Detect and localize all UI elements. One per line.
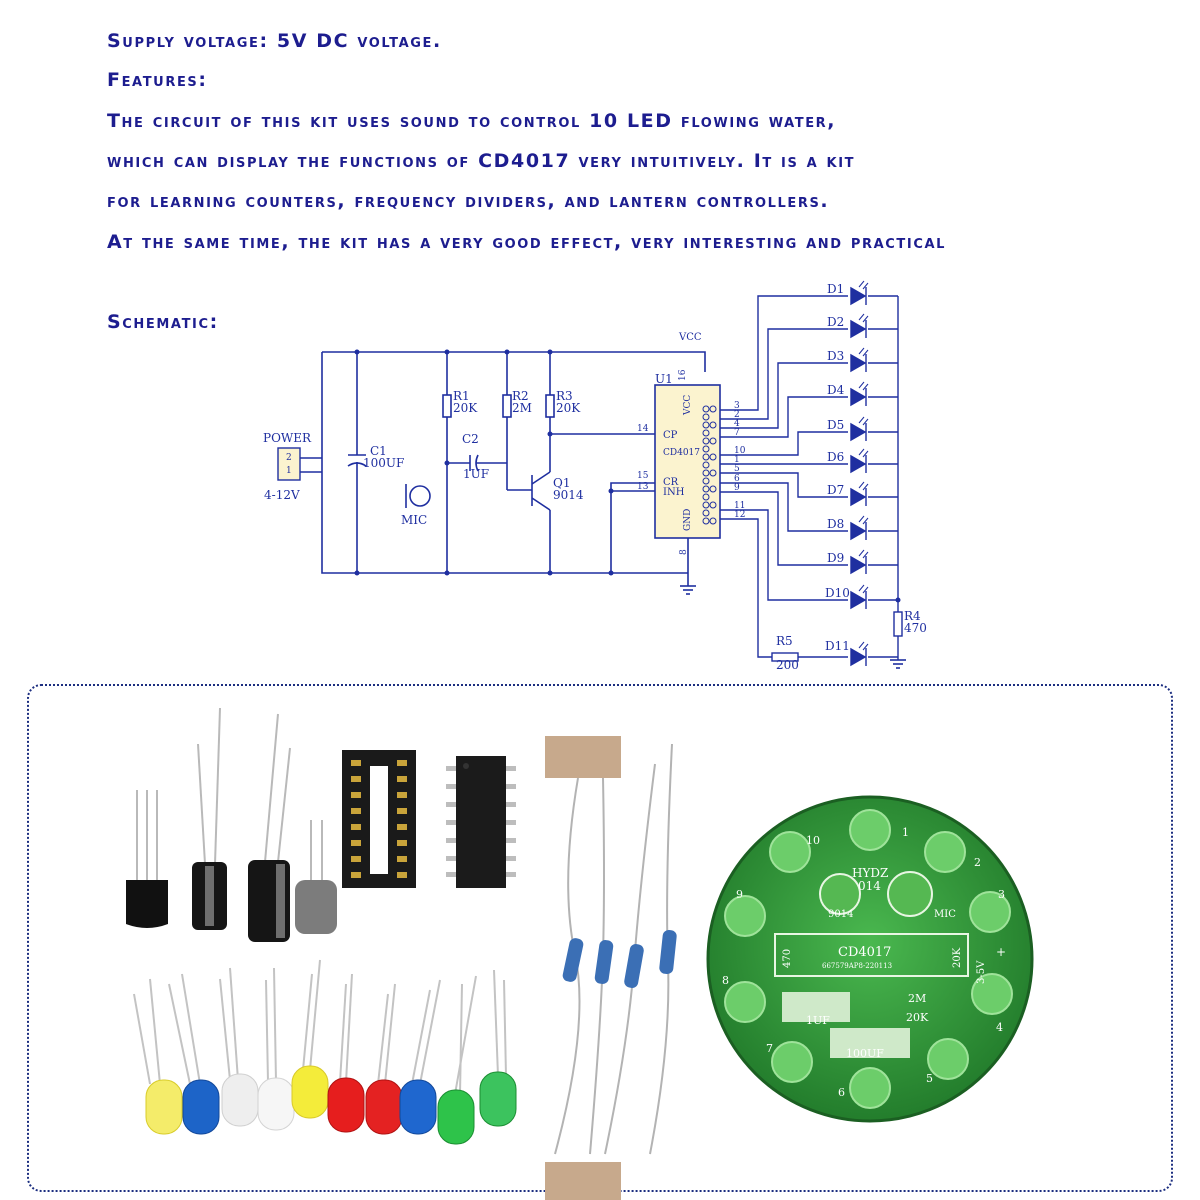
features-title: Features: <box>107 69 208 91</box>
pcb-plus: + <box>996 945 1007 959</box>
features-line-2: which can display the functions of CD4017 very intuitively. It is a kit <box>107 150 856 172</box>
led-label: D3 <box>827 349 845 363</box>
features-line-3: for learning counters, frequency dividers, and lantern controllers. <box>107 190 830 212</box>
ic-cr: CR <box>663 477 679 488</box>
pcb-c1uf: 1UF <box>806 1014 830 1027</box>
led-label: D2 <box>827 315 845 329</box>
led-label: D4 <box>827 383 845 397</box>
pcb-r20k: 20K <box>952 947 963 968</box>
ic-cp: CP <box>663 430 678 441</box>
conn-pin-2: 2 <box>286 453 292 463</box>
pin-8: 8 <box>679 549 689 555</box>
led-label: D1 <box>827 282 845 296</box>
pad-number: 1 <box>902 826 909 839</box>
led-label: D5 <box>827 418 845 432</box>
out-pin-label: 10 <box>734 446 746 456</box>
pcb-ic-code: 667579AP8-220113 <box>822 962 893 970</box>
pad-number: 7 <box>766 1042 773 1055</box>
out-pin-label: 5 <box>734 464 740 474</box>
pcb-r20k-b: 20K <box>906 1011 929 1024</box>
pcb-mic-label: MIC <box>934 909 956 920</box>
r1-value: 20K <box>453 401 478 415</box>
pcb-c100uf: 100UF <box>846 1047 884 1060</box>
pin-13: 13 <box>637 482 649 492</box>
pad-number: 5 <box>926 1072 933 1085</box>
kit-parts-illustration <box>0 684 1200 1200</box>
led-set <box>134 960 516 1144</box>
out-pin-label: 3 <box>734 401 740 411</box>
out-pin-label: 6 <box>734 474 740 484</box>
pin-15: 15 <box>637 471 649 481</box>
out-pin-label: 2 <box>734 410 740 420</box>
r2-label: R2 <box>512 389 529 403</box>
microphone <box>295 820 337 934</box>
u1-label: U1 <box>655 372 673 386</box>
c1-label: C1 <box>370 444 387 458</box>
pcb-ic-label: CD4017 <box>838 945 892 960</box>
pad-number: 6 <box>838 1086 845 1099</box>
q1-label: Q1 <box>553 476 571 490</box>
c1-value: 100UF <box>363 456 405 470</box>
led-label: D11 <box>825 639 850 653</box>
ic-inh: INH <box>663 487 685 498</box>
out-pin-label: 1 <box>734 455 740 465</box>
supply-voltage-line: Supply voltage: 5V DC voltage. <box>107 30 442 52</box>
features-line-4: At the same time, the kit has a very good effect, very interesting and practical <box>107 231 947 253</box>
r3-label: R3 <box>556 389 573 403</box>
c2-label: C2 <box>462 432 479 446</box>
electrolytic-capacitor-small <box>192 708 227 930</box>
pcb-r470: 470 <box>782 948 793 968</box>
pad-number: 4 <box>996 1021 1003 1034</box>
r5-value: 200 <box>776 658 799 672</box>
r2-value: 2M <box>512 401 532 415</box>
led-label: D7 <box>827 483 845 497</box>
out-pin-label: 11 <box>734 501 746 511</box>
pcb-model: 014 <box>858 879 881 893</box>
ic-gnd: GND <box>683 508 693 531</box>
pad-number: 3 <box>998 888 1005 901</box>
pcb-q-label: 9014 <box>828 909 854 920</box>
power-label: POWER <box>263 431 312 445</box>
r4-label: R4 <box>904 609 921 623</box>
out-pin-label: 7 <box>734 428 740 438</box>
out-pin-label: 12 <box>734 510 746 520</box>
r4-value: 470 <box>904 621 927 635</box>
vcc-label: VCC <box>679 332 702 343</box>
pcb-volt: 3-5V <box>976 960 987 984</box>
r1-label: R1 <box>453 389 470 403</box>
led-label: D9 <box>827 551 845 565</box>
transistor-9014 <box>126 790 168 928</box>
pin-14: 14 <box>637 424 649 434</box>
features-line-1: The circuit of this kit uses sound to control 10 LED flowing water, <box>107 110 837 132</box>
led-label: D6 <box>827 450 845 464</box>
electrolytic-capacitor-large <box>248 714 290 942</box>
cd4017-chip <box>446 756 516 888</box>
conn-pin-1: 1 <box>286 466 292 476</box>
out-pin-label: 4 <box>734 419 740 429</box>
pad-number: 10 <box>806 834 820 847</box>
pin-16: 16 <box>678 369 688 381</box>
led-label: D8 <box>827 517 845 531</box>
pad-number: 9 <box>736 888 743 901</box>
out-pin-label: 9 <box>734 483 740 493</box>
r5-label: R5 <box>776 634 793 648</box>
mic-label: MIC <box>401 513 428 527</box>
ic-socket <box>342 750 416 888</box>
q1-value: 9014 <box>553 488 584 502</box>
led-label: D10 <box>825 586 850 600</box>
ic-name: CD4017 <box>663 448 701 458</box>
ic-vcc: VCC <box>683 394 693 415</box>
pcb-r2m: 2M <box>908 992 927 1005</box>
r3-value: 20K <box>556 401 581 415</box>
pad-number: 8 <box>722 974 729 987</box>
pcb-brand: HYDZ <box>852 866 889 880</box>
schematic-title: Schematic: <box>107 311 219 333</box>
c2-value: 1UF <box>463 467 490 481</box>
resistors <box>545 736 677 1200</box>
pad-number: 2 <box>974 856 981 869</box>
voltage-label: 4-12V <box>264 488 300 502</box>
